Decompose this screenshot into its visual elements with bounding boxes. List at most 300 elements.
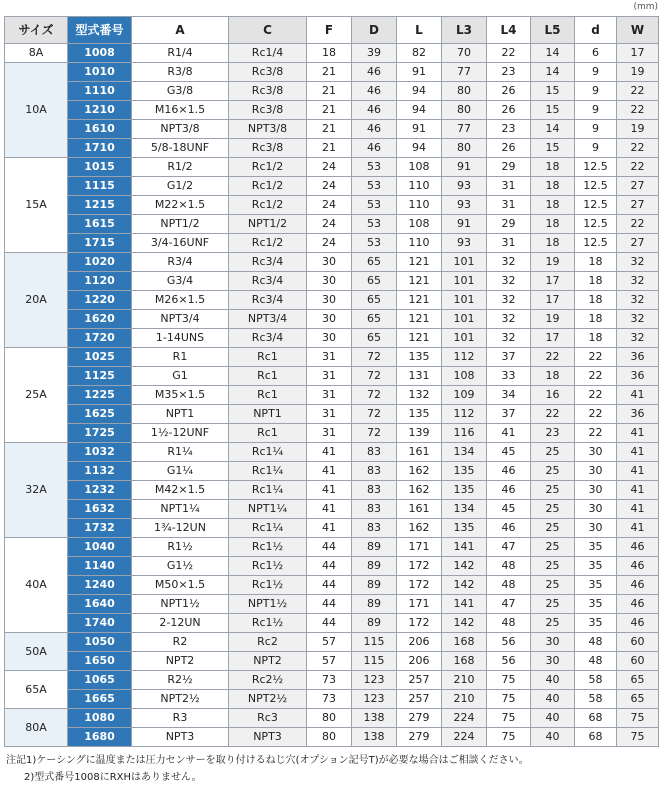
l-cell: 121	[397, 329, 442, 348]
f-cell: 30	[307, 329, 352, 348]
c-cell: Rc3/4	[229, 329, 307, 348]
w-cell: 22	[617, 215, 659, 234]
f-cell: 24	[307, 234, 352, 253]
f-cell: 41	[307, 500, 352, 519]
l5-cell: 19	[531, 253, 575, 272]
l5-cell: 22	[531, 348, 575, 367]
f-cell: 30	[307, 253, 352, 272]
l-cell: 94	[397, 139, 442, 158]
c-cell: Rc1¼	[229, 481, 307, 500]
l3-cell: 80	[442, 139, 487, 158]
f-cell: 21	[307, 82, 352, 101]
d-small-cell: 18	[575, 329, 617, 348]
c-cell: Rc2½	[229, 671, 307, 690]
table-row	[5, 595, 659, 614]
c-cell: Rc3/4	[229, 291, 307, 310]
d-cell: 115	[352, 652, 397, 671]
l5-cell: 16	[531, 386, 575, 405]
l5-cell: 18	[531, 196, 575, 215]
d-small-cell: 18	[575, 253, 617, 272]
l3-cell: 141	[442, 595, 487, 614]
l-cell: 161	[397, 500, 442, 519]
l5-cell: 17	[531, 291, 575, 310]
model-number-cell: 1220	[68, 291, 132, 310]
f-cell: 18	[307, 44, 352, 63]
table-row	[5, 234, 659, 253]
model-number-cell: 1732	[68, 519, 132, 538]
c-cell: Rc3/8	[229, 63, 307, 82]
d-small-cell: 12.5	[575, 177, 617, 196]
d-small-cell: 30	[575, 519, 617, 538]
c-cell: NPT3/4	[229, 310, 307, 329]
header-row	[5, 17, 659, 44]
l4-cell: 75	[487, 728, 531, 747]
f-cell: 44	[307, 595, 352, 614]
c-cell: NPT1	[229, 405, 307, 424]
table-row	[5, 348, 659, 367]
f-cell: 24	[307, 177, 352, 196]
model-number-cell: 1008	[68, 44, 132, 63]
model-number-cell: 1615	[68, 215, 132, 234]
table-row	[5, 614, 659, 633]
c-cell: Rc1/2	[229, 234, 307, 253]
l-cell: 206	[397, 652, 442, 671]
d-small-cell: 58	[575, 671, 617, 690]
f-cell: 80	[307, 709, 352, 728]
w-cell: 17	[617, 44, 659, 63]
a-cell: G3/4	[132, 272, 229, 291]
d-small-cell: 30	[575, 500, 617, 519]
a-cell: M50×1.5	[132, 576, 229, 595]
l4-cell: 37	[487, 348, 531, 367]
l-cell: 121	[397, 291, 442, 310]
d-cell: 83	[352, 462, 397, 481]
header-l: L	[397, 17, 442, 44]
model-number-cell: 1065	[68, 671, 132, 690]
l5-cell: 18	[531, 158, 575, 177]
l4-cell: 31	[487, 177, 531, 196]
d-small-cell: 12.5	[575, 215, 617, 234]
d-small-cell: 9	[575, 82, 617, 101]
l5-cell: 25	[531, 576, 575, 595]
size-cell: 20A	[5, 253, 68, 348]
model-number-cell: 1240	[68, 576, 132, 595]
size-cell: 25A	[5, 348, 68, 443]
l-cell: 91	[397, 63, 442, 82]
model-number-cell: 1625	[68, 405, 132, 424]
model-number-cell: 1710	[68, 139, 132, 158]
l3-cell: 116	[442, 424, 487, 443]
l5-cell: 18	[531, 234, 575, 253]
w-cell: 22	[617, 158, 659, 177]
model-number-cell: 1210	[68, 101, 132, 120]
d-cell: 72	[352, 367, 397, 386]
l4-cell: 22	[487, 44, 531, 63]
d-cell: 65	[352, 272, 397, 291]
w-cell: 65	[617, 690, 659, 709]
model-number-cell: 1632	[68, 500, 132, 519]
f-cell: 31	[307, 424, 352, 443]
l3-cell: 77	[442, 63, 487, 82]
d-small-cell: 22	[575, 367, 617, 386]
model-number-cell: 1115	[68, 177, 132, 196]
l4-cell: 26	[487, 139, 531, 158]
l4-cell: 75	[487, 690, 531, 709]
header-c: C	[229, 17, 307, 44]
a-cell: M35×1.5	[132, 386, 229, 405]
table-row	[5, 652, 659, 671]
w-cell: 41	[617, 481, 659, 500]
l4-cell: 47	[487, 595, 531, 614]
f-cell: 44	[307, 576, 352, 595]
model-number-cell: 1040	[68, 538, 132, 557]
d-small-cell: 22	[575, 424, 617, 443]
d-cell: 89	[352, 614, 397, 633]
l4-cell: 37	[487, 405, 531, 424]
model-number-cell: 1110	[68, 82, 132, 101]
c-cell: Rc3/8	[229, 82, 307, 101]
f-cell: 30	[307, 310, 352, 329]
unit-label: (mm)	[633, 2, 658, 12]
d-small-cell: 68	[575, 709, 617, 728]
table-row	[5, 253, 659, 272]
l-cell: 279	[397, 709, 442, 728]
l5-cell: 15	[531, 139, 575, 158]
a-cell: 2-12UN	[132, 614, 229, 633]
model-number-cell: 1015	[68, 158, 132, 177]
table-row	[5, 519, 659, 538]
d-cell: 65	[352, 291, 397, 310]
c-cell: Rc3	[229, 709, 307, 728]
l3-cell: 101	[442, 253, 487, 272]
l-cell: 161	[397, 443, 442, 462]
header-size: サイズ	[5, 17, 68, 44]
w-cell: 36	[617, 367, 659, 386]
l-cell: 94	[397, 82, 442, 101]
w-cell: 32	[617, 291, 659, 310]
model-number-cell: 1610	[68, 120, 132, 139]
l-cell: 172	[397, 557, 442, 576]
table-row	[5, 728, 659, 747]
d-small-cell: 9	[575, 101, 617, 120]
l4-cell: 46	[487, 519, 531, 538]
l-cell: 162	[397, 481, 442, 500]
c-cell: Rc1¼	[229, 443, 307, 462]
l4-cell: 32	[487, 291, 531, 310]
header-w: W	[617, 17, 659, 44]
a-cell: R1/2	[132, 158, 229, 177]
w-cell: 27	[617, 196, 659, 215]
model-number-cell: 1125	[68, 367, 132, 386]
w-cell: 22	[617, 101, 659, 120]
l5-cell: 17	[531, 272, 575, 291]
size-cell: 15A	[5, 158, 68, 253]
d-cell: 72	[352, 348, 397, 367]
a-cell: NPT2	[132, 652, 229, 671]
a-cell: M42×1.5	[132, 481, 229, 500]
w-cell: 27	[617, 234, 659, 253]
f-cell: 44	[307, 614, 352, 633]
f-cell: 21	[307, 139, 352, 158]
d-small-cell: 58	[575, 690, 617, 709]
f-cell: 41	[307, 519, 352, 538]
table-row	[5, 462, 659, 481]
f-cell: 31	[307, 386, 352, 405]
a-cell: NPT3	[132, 728, 229, 747]
d-small-cell: 30	[575, 462, 617, 481]
d-cell: 65	[352, 310, 397, 329]
model-number-cell: 1215	[68, 196, 132, 215]
size-cell: 50A	[5, 633, 68, 671]
l4-cell: 29	[487, 215, 531, 234]
d-small-cell: 22	[575, 386, 617, 405]
f-cell: 73	[307, 690, 352, 709]
f-cell: 57	[307, 633, 352, 652]
model-number-cell: 1120	[68, 272, 132, 291]
f-cell: 31	[307, 348, 352, 367]
model-number-cell: 1025	[68, 348, 132, 367]
d-small-cell: 12.5	[575, 234, 617, 253]
c-cell: Rc3/4	[229, 272, 307, 291]
l5-cell: 40	[531, 709, 575, 728]
l-cell: 110	[397, 177, 442, 196]
d-cell: 46	[352, 139, 397, 158]
a-cell: NPT2½	[132, 690, 229, 709]
d-cell: 123	[352, 671, 397, 690]
l4-cell: 56	[487, 633, 531, 652]
a-cell: G1/2	[132, 177, 229, 196]
l5-cell: 19	[531, 310, 575, 329]
l4-cell: 75	[487, 709, 531, 728]
f-cell: 41	[307, 443, 352, 462]
notes	[6, 752, 529, 786]
l5-cell: 25	[531, 595, 575, 614]
a-cell: NPT1¼	[132, 500, 229, 519]
c-cell: Rc1¼	[229, 462, 307, 481]
w-cell: 41	[617, 443, 659, 462]
f-cell: 44	[307, 538, 352, 557]
l-cell: 94	[397, 101, 442, 120]
model-number-cell: 1720	[68, 329, 132, 348]
l4-cell: 45	[487, 500, 531, 519]
l5-cell: 17	[531, 329, 575, 348]
a-cell: G1¼	[132, 462, 229, 481]
l4-cell: 75	[487, 671, 531, 690]
note-2: 2)型式番号1008にRXHはありません。	[24, 772, 202, 783]
table-row	[5, 291, 659, 310]
l-cell: 171	[397, 595, 442, 614]
d-cell: 83	[352, 500, 397, 519]
size-cell: 80A	[5, 709, 68, 747]
l5-cell: 14	[531, 120, 575, 139]
c-cell: Rc1½	[229, 576, 307, 595]
d-cell: 89	[352, 576, 397, 595]
l5-cell: 40	[531, 728, 575, 747]
l3-cell: 224	[442, 728, 487, 747]
w-cell: 46	[617, 557, 659, 576]
c-cell: Rc1¼	[229, 519, 307, 538]
c-cell: NPT1½	[229, 595, 307, 614]
l-cell: 121	[397, 272, 442, 291]
l-cell: 135	[397, 405, 442, 424]
d-cell: 83	[352, 519, 397, 538]
w-cell: 60	[617, 652, 659, 671]
l4-cell: 41	[487, 424, 531, 443]
c-cell: Rc1	[229, 424, 307, 443]
table-row	[5, 709, 659, 728]
l5-cell: 40	[531, 671, 575, 690]
l-cell: 279	[397, 728, 442, 747]
w-cell: 60	[617, 633, 659, 652]
l3-cell: 101	[442, 272, 487, 291]
l-cell: 162	[397, 519, 442, 538]
l4-cell: 32	[487, 253, 531, 272]
a-cell: 3/4-16UNF	[132, 234, 229, 253]
l3-cell: 101	[442, 329, 487, 348]
c-cell: Rc1½	[229, 614, 307, 633]
d-cell: 72	[352, 405, 397, 424]
l4-cell: 56	[487, 652, 531, 671]
l5-cell: 14	[531, 44, 575, 63]
l-cell: 82	[397, 44, 442, 63]
l3-cell: 109	[442, 386, 487, 405]
table-row	[5, 310, 659, 329]
l5-cell: 25	[531, 443, 575, 462]
l3-cell: 135	[442, 519, 487, 538]
l3-cell: 134	[442, 443, 487, 462]
w-cell: 75	[617, 709, 659, 728]
d-cell: 46	[352, 120, 397, 139]
header-model-number: 型式番号	[68, 17, 132, 44]
table-row	[5, 101, 659, 120]
d-cell: 89	[352, 595, 397, 614]
l4-cell: 31	[487, 234, 531, 253]
d-cell: 53	[352, 196, 397, 215]
d-cell: 53	[352, 215, 397, 234]
f-cell: 21	[307, 120, 352, 139]
w-cell: 46	[617, 576, 659, 595]
table-row	[5, 405, 659, 424]
w-cell: 46	[617, 538, 659, 557]
a-cell: R3/4	[132, 253, 229, 272]
table-row	[5, 177, 659, 196]
model-number-cell: 1080	[68, 709, 132, 728]
d-small-cell: 30	[575, 443, 617, 462]
table-row	[5, 139, 659, 158]
a-cell: 1½-12UNF	[132, 424, 229, 443]
a-cell: 1¾-12UN	[132, 519, 229, 538]
c-cell: Rc1	[229, 348, 307, 367]
d-cell: 39	[352, 44, 397, 63]
f-cell: 24	[307, 196, 352, 215]
w-cell: 41	[617, 462, 659, 481]
f-cell: 30	[307, 272, 352, 291]
f-cell: 30	[307, 291, 352, 310]
l5-cell: 23	[531, 424, 575, 443]
l3-cell: 93	[442, 196, 487, 215]
l4-cell: 23	[487, 120, 531, 139]
l-cell: 132	[397, 386, 442, 405]
l5-cell: 30	[531, 633, 575, 652]
f-cell: 44	[307, 557, 352, 576]
model-number-cell: 1665	[68, 690, 132, 709]
l-cell: 257	[397, 690, 442, 709]
l-cell: 108	[397, 158, 442, 177]
f-cell: 73	[307, 671, 352, 690]
c-cell: Rc1	[229, 367, 307, 386]
d-cell: 123	[352, 690, 397, 709]
a-cell: R1¼	[132, 443, 229, 462]
l4-cell: 26	[487, 82, 531, 101]
table-row	[5, 367, 659, 386]
table-row	[5, 44, 659, 63]
l-cell: 110	[397, 234, 442, 253]
d-small-cell: 9	[575, 63, 617, 82]
size-cell: 10A	[5, 63, 68, 158]
l4-cell: 32	[487, 272, 531, 291]
w-cell: 65	[617, 671, 659, 690]
l4-cell: 48	[487, 614, 531, 633]
c-cell: Rc1	[229, 386, 307, 405]
f-cell: 57	[307, 652, 352, 671]
d-small-cell: 35	[575, 557, 617, 576]
f-cell: 41	[307, 481, 352, 500]
w-cell: 32	[617, 272, 659, 291]
model-number-cell: 1140	[68, 557, 132, 576]
table-row	[5, 690, 659, 709]
d-small-cell: 18	[575, 291, 617, 310]
a-cell: R2½	[132, 671, 229, 690]
l3-cell: 101	[442, 310, 487, 329]
l5-cell: 25	[531, 481, 575, 500]
d-cell: 83	[352, 481, 397, 500]
d-small-cell: 22	[575, 405, 617, 424]
l3-cell: 210	[442, 671, 487, 690]
model-number-cell: 1680	[68, 728, 132, 747]
a-cell: R1/4	[132, 44, 229, 63]
l5-cell: 14	[531, 63, 575, 82]
l-cell: 135	[397, 348, 442, 367]
c-cell: Rc1½	[229, 557, 307, 576]
l3-cell: 70	[442, 44, 487, 63]
w-cell: 41	[617, 519, 659, 538]
l5-cell: 18	[531, 367, 575, 386]
a-cell: R3	[132, 709, 229, 728]
l3-cell: 168	[442, 652, 487, 671]
w-cell: 75	[617, 728, 659, 747]
l-cell: 171	[397, 538, 442, 557]
l-cell: 172	[397, 576, 442, 595]
c-cell: NPT1/2	[229, 215, 307, 234]
l5-cell: 15	[531, 101, 575, 120]
w-cell: 22	[617, 82, 659, 101]
table-row	[5, 82, 659, 101]
table-row	[5, 481, 659, 500]
a-cell: NPT1/2	[132, 215, 229, 234]
d-small-cell: 30	[575, 481, 617, 500]
table-row	[5, 120, 659, 139]
f-cell: 31	[307, 405, 352, 424]
c-cell: Rc3/8	[229, 139, 307, 158]
table-row	[5, 557, 659, 576]
d-small-cell: 12.5	[575, 158, 617, 177]
l5-cell: 15	[531, 82, 575, 101]
header-l4: L4	[487, 17, 531, 44]
model-number-cell: 1620	[68, 310, 132, 329]
table-row	[5, 272, 659, 291]
c-cell: Rc1½	[229, 538, 307, 557]
size-cell: 32A	[5, 443, 68, 538]
